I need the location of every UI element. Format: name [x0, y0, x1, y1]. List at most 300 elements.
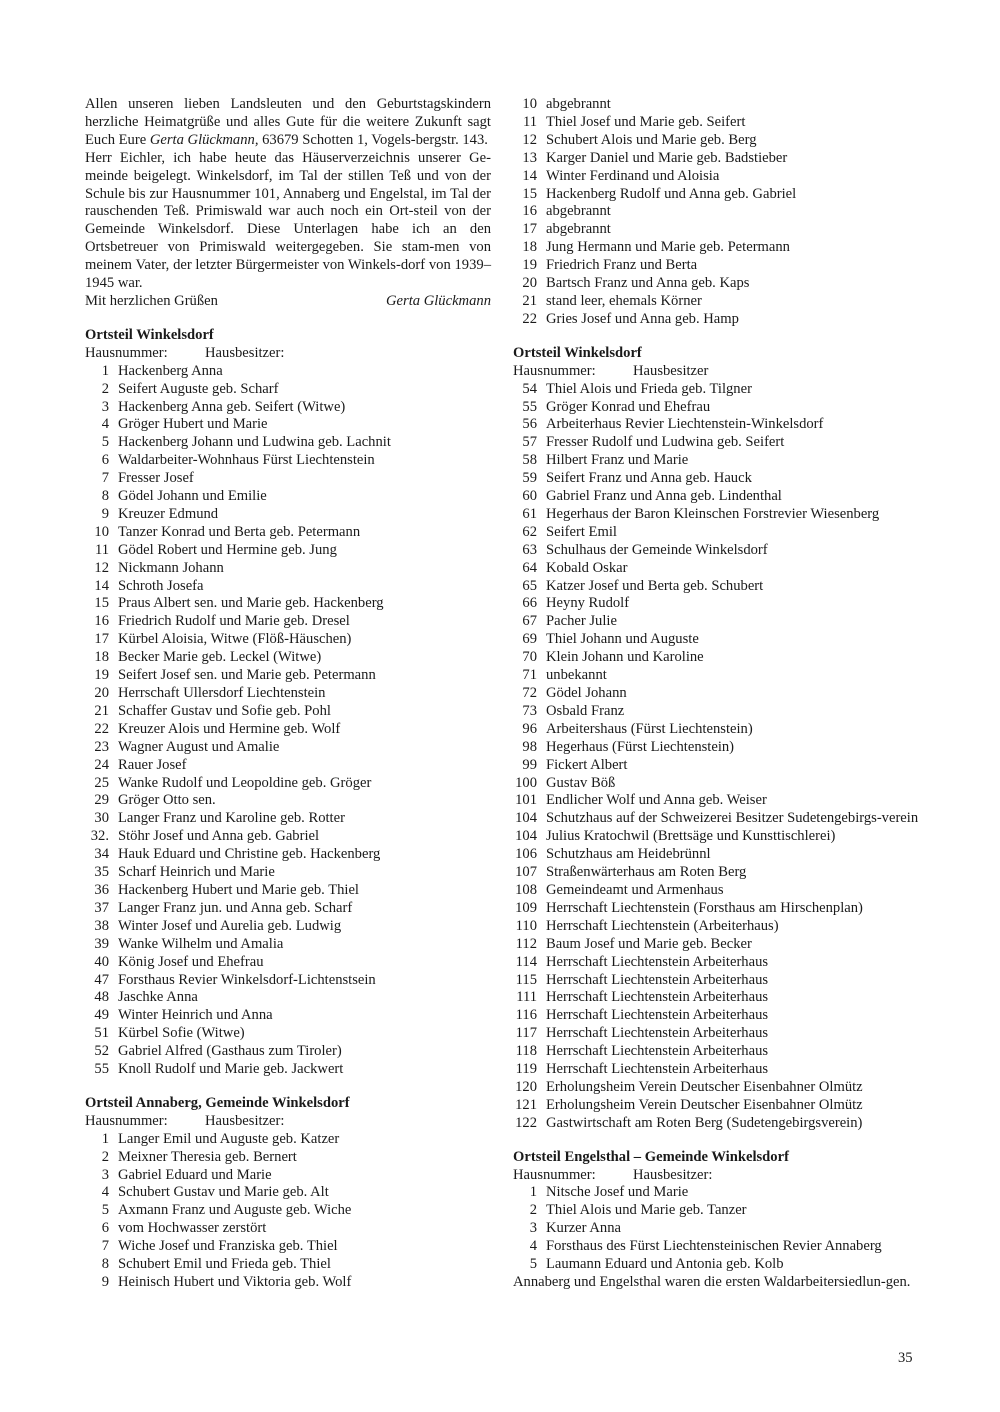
house-entry	[513, 434, 919, 452]
house-owner: Jaschke Anna	[118, 989, 198, 1006]
house-entry	[513, 452, 919, 470]
house-number: 40	[94, 953, 109, 970]
house-owner: Osbald Franz	[546, 702, 625, 719]
house-number: 69	[522, 631, 537, 648]
house-entry	[513, 293, 919, 311]
house-entry	[513, 203, 919, 221]
house-number: 107	[515, 864, 537, 881]
house-owner: Schroth Josefa	[118, 577, 204, 594]
house-number: 15	[94, 595, 109, 612]
house-entry	[85, 506, 491, 524]
intro-paragraph-1-start: Allen unseren lieben Landsleuten und den Geburtstagskindern herzliche Heimatgrüße und alles Gute für die weitere Zukunft sagt Euch Eure	[85, 96, 491, 148]
house-number: 66	[522, 595, 537, 612]
house-owner: Erholungsheim Verein Deutscher Eisenbahner Olmütz	[546, 1096, 863, 1113]
house-number: 19	[94, 667, 109, 684]
house-number: 63	[522, 541, 537, 558]
house-entry	[513, 792, 919, 810]
house-number: 115	[515, 971, 537, 988]
house-owner: Nickmann Johann	[118, 559, 224, 576]
house-entry	[85, 936, 491, 954]
house-entry	[513, 613, 919, 631]
house-entry	[85, 1167, 491, 1185]
house-owner: Kobald Oskar	[546, 559, 628, 576]
house-number: 70	[522, 649, 537, 666]
column-header-owner: Hausbesitzer	[633, 362, 709, 379]
house-owner: Forsthaus des Fürst Liechtensteinischen Revier Annaberg	[546, 1238, 882, 1255]
column-header-number: Hausnummer:	[85, 1112, 168, 1129]
house-entry	[85, 810, 491, 828]
house-number: 6	[101, 1220, 109, 1237]
house-entry	[513, 649, 919, 667]
house-section	[85, 327, 491, 1079]
house-owner: Thiel Josef und Marie geb. Seifert	[546, 113, 746, 130]
column-header-number: Hausnummer:	[513, 1166, 596, 1183]
house-owner: Schubert Alois und Marie geb. Berg	[546, 131, 757, 148]
section-title: Ortsteil Winkelsdorf	[85, 326, 214, 343]
right-sections	[513, 345, 919, 1274]
house-number: 20	[522, 275, 537, 292]
house-number: 2	[101, 380, 109, 397]
house-entry	[513, 1079, 919, 1097]
house-owner: Gabriel Eduard und Marie	[118, 1166, 272, 1183]
house-owner: Winter Ferdinand und Aloisia	[546, 167, 720, 184]
house-number: 18	[522, 239, 537, 256]
intro-paragraph-1-end: 63679 Schotten 1, Vogels-bergstr. 143.	[258, 131, 488, 148]
house-owner: Axmann Franz und Auguste geb. Wiche	[118, 1202, 352, 1219]
house-number: 7	[101, 1238, 109, 1255]
house-owner: Hackenberg Johann und Ludwina geb. Lachnit	[118, 434, 391, 451]
house-number: 48	[94, 989, 109, 1006]
house-entry	[85, 1274, 491, 1292]
house-number: 55	[94, 1061, 109, 1078]
house-entry	[85, 649, 491, 667]
house-entry	[513, 828, 919, 846]
column-header-number: Hausnummer:	[85, 344, 168, 361]
house-owner: Pacher Julie	[546, 613, 617, 630]
section-header	[513, 363, 919, 381]
house-section	[513, 1149, 919, 1274]
house-number: 58	[522, 452, 537, 469]
house-entry	[85, 864, 491, 882]
house-entry	[85, 685, 491, 703]
house-owner: Nitsche Josef und Marie	[546, 1184, 689, 1201]
house-entry	[85, 1202, 491, 1220]
house-entry	[513, 667, 919, 685]
house-number: 9	[101, 1274, 109, 1290]
house-number: 49	[94, 1007, 109, 1024]
house-entry	[513, 900, 919, 918]
house-entry	[85, 918, 491, 936]
house-owner: Wiche Josef und Franziska geb. Thiel	[118, 1238, 338, 1255]
house-owner: Laumann Eduard und Antonia geb. Kolb	[546, 1256, 784, 1273]
house-entry	[513, 1184, 919, 1202]
house-number: 12	[522, 131, 537, 148]
house-number: 23	[94, 738, 109, 755]
house-entry	[85, 703, 491, 721]
section-header	[513, 1167, 919, 1185]
house-owner: abgebrannt	[546, 221, 611, 238]
house-number: 111	[516, 989, 537, 1006]
house-owner: Winter Josef und Aurelia geb. Ludwig	[118, 917, 342, 934]
house-entry	[85, 452, 491, 470]
house-owner: Seifert Franz und Anna geb. Hauck	[546, 470, 752, 487]
house-owner: Gastwirtschaft am Roten Berg (Sudetengebirgsverein)	[546, 1114, 863, 1131]
house-number: 47	[94, 971, 109, 988]
house-number: 20	[94, 685, 109, 701]
house-owner: abgebrannt	[546, 96, 611, 112]
house-number: 6	[101, 452, 109, 469]
house-number: 24	[94, 756, 109, 773]
house-owner: Heyny Rudolf	[546, 595, 630, 612]
section-title: Ortsteil Engelsthal – Gemeinde Winkelsdorf	[513, 1148, 789, 1165]
house-owner: Herrschaft Liechtenstein Arbeiterhaus	[546, 1007, 769, 1024]
house-owner: Scharf Heinrich und Marie	[118, 864, 275, 881]
house-number: 116	[515, 1007, 537, 1024]
house-entry	[85, 1043, 491, 1061]
house-entry	[513, 470, 919, 488]
house-number: 21	[522, 292, 537, 309]
house-owner: Wagner August und Amalie	[118, 738, 280, 755]
house-entry	[513, 381, 919, 399]
house-entry	[85, 846, 491, 864]
house-owner: Herrschaft Ullersdorf Liechtenstein	[118, 685, 326, 701]
house-entry	[85, 792, 491, 810]
house-owner: Wanke Wilhelm und Amalia	[118, 935, 284, 952]
house-number: 57	[522, 434, 537, 451]
house-number: 101	[515, 792, 537, 809]
greeting: Mit herzlichen Grüßen	[85, 292, 218, 309]
house-number: 11	[94, 541, 109, 558]
house-number: 32.	[90, 828, 109, 845]
continued-house-list	[513, 96, 919, 329]
house-owner: Kreuzer Alois und Hermine geb. Wolf	[118, 720, 341, 737]
intro-paragraph-1	[85, 96, 491, 150]
house-owner: Katzer Josef und Berta geb. Schubert	[546, 577, 764, 594]
house-owner: Hauk Eduard und Christine geb. Hackenberg	[118, 846, 381, 863]
section-header	[85, 345, 491, 363]
house-owner: Karger Daniel und Marie geb. Badstieber	[546, 149, 788, 166]
house-number: 8	[101, 1256, 109, 1273]
house-number: 15	[522, 185, 537, 202]
house-owner: Thiel Alois und Marie geb. Tanzer	[546, 1202, 747, 1219]
house-number: 100	[515, 774, 537, 791]
house-entry	[513, 882, 919, 900]
house-owner: Gröger Konrad und Ehefrau	[546, 398, 711, 415]
house-entry	[513, 1220, 919, 1238]
house-owner: Erholungsheim Verein Deutscher Eisenbahner Olmütz	[546, 1078, 863, 1095]
house-number: 4	[529, 1238, 537, 1255]
house-owner: Herrschaft Liechtenstein Arbeiterhaus	[546, 1061, 769, 1078]
house-owner: Kurzer Anna	[546, 1220, 621, 1237]
house-entry	[513, 168, 919, 186]
house-number: 61	[522, 505, 537, 522]
house-number: 51	[94, 1025, 109, 1042]
house-number: 120	[515, 1078, 537, 1095]
house-owner: Hackenberg Rudolf und Anna geb. Gabriel	[546, 185, 797, 202]
house-entry	[513, 132, 919, 150]
house-entry	[513, 810, 919, 828]
house-owner: Gödel Robert und Hermine geb. Jung	[118, 541, 337, 558]
house-owner: Hackenberg Anna	[118, 362, 223, 379]
house-owner: Hegerhaus (Fürst Liechtenstein)	[546, 738, 735, 755]
house-number: 122	[515, 1114, 537, 1131]
house-entry	[85, 399, 491, 417]
house-number: 11	[522, 113, 537, 130]
section-title: Ortsteil Winkelsdorf	[513, 344, 642, 361]
house-entry	[85, 1061, 491, 1079]
house-entry	[513, 989, 919, 1007]
house-owner: vom Hochwasser zerstört	[118, 1220, 267, 1237]
house-entry	[85, 1149, 491, 1167]
house-entry	[513, 703, 919, 721]
house-number: 7	[101, 470, 109, 487]
column-header-owner: Hausbesitzer:	[633, 1166, 713, 1183]
house-number: 1	[101, 1130, 109, 1147]
house-number: 52	[94, 1043, 109, 1060]
house-owner: Hegerhaus der Baron Kleinschen Forstrevier Wiesenberg	[546, 505, 880, 522]
house-number: 18	[94, 649, 109, 666]
house-section	[513, 345, 919, 1133]
left-sections	[85, 327, 491, 1292]
house-owner: Schulhaus der Gemeinde Winkelsdorf	[546, 541, 768, 558]
house-number: 117	[515, 1025, 537, 1042]
house-number: 14	[522, 167, 537, 184]
house-entry	[85, 775, 491, 793]
house-entry	[513, 846, 919, 864]
house-number: 29	[94, 792, 109, 809]
house-owner: Julius Kratochwil (Brettsäge und Kunsttischlerei)	[546, 828, 836, 845]
house-number: 71	[522, 667, 537, 684]
house-number: 73	[522, 702, 537, 719]
house-owner: Seifert Josef sen. und Marie geb. Petermann	[118, 667, 376, 684]
house-entry	[513, 578, 919, 596]
house-entry	[513, 416, 919, 434]
house-entry	[85, 578, 491, 596]
house-entry	[85, 595, 491, 613]
house-entry	[85, 488, 491, 506]
house-owner: Gödel Johann	[546, 685, 627, 701]
house-entry	[85, 434, 491, 452]
house-owner: Thiel Alois und Frieda geb. Tilgner	[546, 380, 752, 397]
house-owner: Herrschaft Liechtenstein (Forsthaus am Hirschenplan)	[546, 899, 863, 916]
house-owner: Schaffer Gustav und Sofie geb. Pohl	[118, 702, 331, 719]
house-owner: Herrschaft Liechtenstein Arbeiterhaus	[546, 953, 769, 970]
house-number: 67	[522, 613, 537, 630]
intro-text	[85, 96, 491, 311]
house-owner: Seifert Emil	[546, 523, 617, 540]
house-number: 36	[94, 881, 109, 898]
house-owner: Langer Emil und Auguste geb. Katzer	[118, 1130, 340, 1147]
house-number: 4	[101, 416, 109, 433]
house-number: 108	[515, 881, 537, 898]
house-number: 121	[515, 1096, 537, 1113]
house-entry	[85, 1220, 491, 1238]
house-number: 56	[522, 416, 537, 433]
page-number: 35	[898, 1350, 913, 1366]
house-number: 114	[515, 953, 537, 970]
house-number: 59	[522, 470, 537, 487]
house-entry	[85, 542, 491, 560]
house-entry	[85, 900, 491, 918]
house-owner: Rauer Josef	[118, 756, 187, 773]
house-owner: Praus Albert sen. und Marie geb. Hackenberg	[118, 595, 384, 612]
house-owner: Gabriel Alfred (Gasthaus zum Tiroler)	[118, 1043, 342, 1060]
house-entry	[513, 1115, 919, 1133]
house-entry	[85, 882, 491, 900]
house-entry	[513, 972, 919, 990]
house-number: 9	[101, 505, 109, 522]
house-owner: König Josef und Ehefrau	[118, 953, 264, 970]
house-number: 16	[522, 203, 537, 220]
house-entry	[513, 1256, 919, 1274]
house-entry	[513, 186, 919, 204]
house-owner: Thiel Johann und Auguste	[546, 631, 699, 648]
house-entry	[513, 1007, 919, 1025]
house-number: 99	[522, 756, 537, 773]
house-number: 14	[94, 577, 109, 594]
house-owner: Langer Franz und Karoline geb. Rotter	[118, 810, 345, 827]
house-number: 5	[101, 434, 109, 451]
signature: Gerta Glückmann	[386, 292, 491, 309]
house-owner: Gries Josef und Anna geb. Hamp	[546, 310, 739, 327]
house-entry	[85, 757, 491, 775]
house-number: 10	[94, 523, 109, 540]
house-owner: Hackenberg Anna geb. Seifert (Witwe)	[118, 398, 346, 415]
house-entry	[85, 739, 491, 757]
house-entry	[85, 954, 491, 972]
house-owner: Klein Johann und Karoline	[546, 649, 704, 666]
house-number: 62	[522, 523, 537, 540]
house-entry	[513, 685, 919, 703]
house-owner: stand leer, ehemals Körner	[546, 292, 702, 309]
house-owner: Becker Marie geb. Leckel (Witwe)	[118, 649, 322, 666]
house-owner: Schutzhaus auf der Schweizerei Besitzer Sudetengebirgs-verein	[546, 810, 919, 827]
house-number: 39	[94, 935, 109, 952]
house-owner: Friedrich Rudolf und Marie geb. Dresel	[118, 613, 350, 630]
house-number: 13	[522, 149, 537, 166]
house-owner: Wanke Rudolf und Leopoldine geb. Gröger	[118, 774, 372, 791]
house-entry	[85, 381, 491, 399]
house-entry	[513, 864, 919, 882]
house-entry	[513, 114, 919, 132]
house-entry	[513, 739, 919, 757]
house-entry	[85, 613, 491, 631]
house-entry	[513, 631, 919, 649]
house-entry	[85, 1184, 491, 1202]
house-number: 10	[522, 96, 537, 112]
house-owner: Heinisch Hubert und Viktoria geb. Wolf	[118, 1274, 352, 1290]
house-owner: Endlicher Wolf und Anna geb. Weiser	[546, 792, 767, 809]
house-entry	[85, 989, 491, 1007]
house-entry	[513, 936, 919, 954]
house-number: 112	[515, 935, 537, 952]
house-owner: Gabriel Franz und Anna geb. Lindenthal	[546, 488, 782, 505]
house-entry	[513, 1202, 919, 1220]
author-name: Gerta Glückmann,	[149, 131, 259, 148]
house-entry	[513, 1238, 919, 1256]
house-number: 55	[522, 398, 537, 415]
house-entry	[513, 954, 919, 972]
house-number: 22	[522, 310, 537, 327]
house-number: 54	[522, 380, 537, 397]
house-number: 4	[101, 1184, 109, 1201]
house-entry	[513, 311, 919, 329]
house-number: 98	[522, 738, 537, 755]
house-number: 2	[101, 1148, 109, 1165]
house-number: 64	[522, 559, 537, 576]
house-number: 30	[94, 810, 109, 827]
house-entry	[513, 918, 919, 936]
house-number: 96	[522, 720, 537, 737]
house-owner: Herrschaft Liechtenstein Arbeiterhaus	[546, 1025, 769, 1042]
house-owner: Herrschaft Liechtenstein (Arbeiterhaus)	[546, 917, 779, 934]
house-number: 3	[101, 1166, 109, 1183]
house-entry	[513, 595, 919, 613]
house-number: 60	[522, 488, 537, 505]
house-entry	[85, 1238, 491, 1256]
house-entry	[85, 416, 491, 434]
house-entry	[85, 1025, 491, 1043]
house-owner: Fickert Albert	[546, 756, 628, 773]
house-section	[85, 1095, 491, 1292]
greeting-line	[85, 293, 491, 311]
house-owner: unbekannt	[546, 667, 607, 684]
house-entry	[513, 560, 919, 578]
house-owner: Kürbel Aloisia, Witwe (Flöß-Häuschen)	[118, 631, 352, 648]
house-owner: Fresser Rudolf und Ludwina geb. Seifert	[546, 434, 785, 451]
house-entry	[85, 363, 491, 381]
house-owner: Schutzhaus am Heidebrünnl	[546, 846, 711, 863]
house-entry	[513, 239, 919, 257]
house-number: 21	[94, 702, 109, 719]
house-entry	[513, 257, 919, 275]
house-number: 17	[522, 221, 537, 238]
house-number: 25	[94, 774, 109, 791]
left-column	[85, 96, 491, 1292]
house-entry	[513, 757, 919, 775]
house-entry	[85, 1007, 491, 1025]
intro-paragraph-2: Herr Eichler, ich habe heute das Häuserverzeichnis unserer Ge-meinde beigelegt. Winkelsdorf, im Tal der stillen Teß und von der Schule bis zur Hausnummer 101, Annaberg und Engelstal, im Tal der rauschenden Teß. Primiswald war auch noch ein Ort-steil von der Gemeinde Winkelsdorf. Diese Unterlagen habe ich an den Ortsbetreuer von Primiswald weitergegeben. Sie stam-men von meinem Vater, der letzter Bürgermeister von Winkels-dorf von 1939–1945 war.	[85, 149, 491, 292]
house-entry	[513, 96, 919, 114]
house-owner: Seifert Auguste geb. Scharf	[118, 380, 279, 397]
house-entry	[85, 631, 491, 649]
house-number: 35	[94, 864, 109, 881]
house-number: 1	[529, 1184, 537, 1201]
house-number: 22	[94, 720, 109, 737]
house-number: 1	[101, 362, 109, 379]
house-entry	[513, 221, 919, 239]
section-title: Ortsteil Annaberg, Gemeinde Winkelsdorf	[85, 1094, 350, 1111]
house-owner: Straßenwärterhaus am Roten Berg	[546, 864, 747, 881]
house-owner: Gemeindeamt und Armenhaus	[546, 881, 724, 898]
house-entry	[513, 488, 919, 506]
house-owner: Knoll Rudolf und Marie geb. Jackwert	[118, 1061, 344, 1078]
house-entry	[513, 1043, 919, 1061]
house-owner: Herrschaft Liechtenstein Arbeiterhaus	[546, 1043, 769, 1060]
house-owner: Herrschaft Liechtenstein Arbeiterhaus	[546, 989, 769, 1006]
house-number: 5	[529, 1256, 537, 1273]
house-owner: Arbeitershaus (Fürst Liechtenstein)	[546, 720, 753, 737]
house-number: 65	[522, 577, 537, 594]
house-entry	[85, 828, 491, 846]
house-owner: Gödel Johann und Emilie	[118, 488, 267, 505]
house-entry	[513, 275, 919, 293]
house-owner: Meixner Theresia geb. Bernert	[118, 1148, 297, 1165]
house-number: 3	[101, 398, 109, 415]
house-owner: Bartsch Franz und Anna geb. Kaps	[546, 275, 750, 292]
house-number: 118	[515, 1043, 537, 1060]
house-number: 19	[522, 257, 537, 274]
